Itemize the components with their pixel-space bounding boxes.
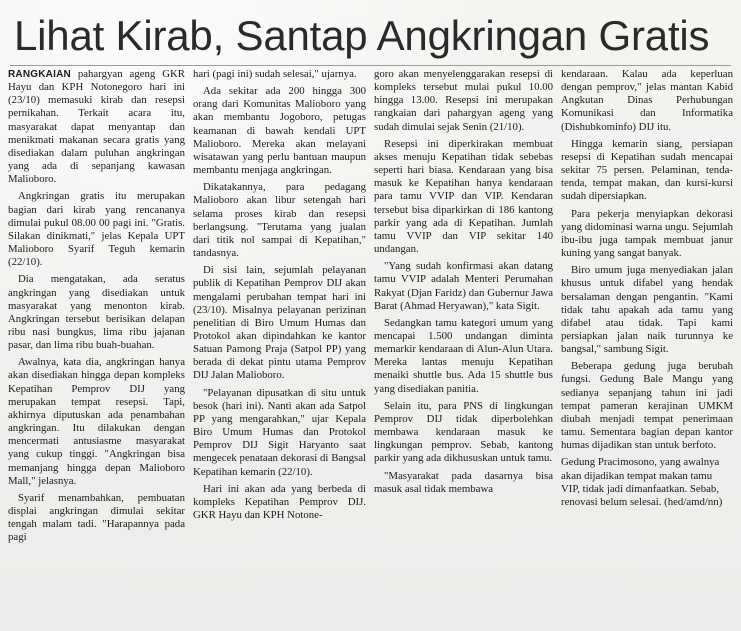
headline-divider — [10, 65, 731, 66]
article-paragraph: Sedangkan tamu kategori umum yang mencapai 1.500 undangan diminta memarkir kendaraan di Alun-Alun Utara. Mereka lantas menuju Kepatihan menaiki shuttle bus. Ada 15 shuttle bus yang disediakan panitia. — [374, 316, 553, 395]
article-paragraph: Beberapa gedung juga berubah fungsi. Gedung Bale Mangu yang sedianya sepanjang tahun ini jadi tempat pameran kerajinan UMKM diubah menjadi tempat penerimaan tamu. Sementara bagian depan kantor humas dijadikan stan untuk berfoto. — [561, 360, 733, 452]
article-column-3 — [374, 68, 553, 624]
article-paragraph: Angkringan gratis itu merupakan bagian dari kirab yang rencananya dimulai pukul 08.00 00 pagi ini. "Gratis. Silakan dinikmati," jelas Kepala UPT Malioboro Syarif Teguh kemarin (22/10). — [8, 190, 185, 269]
article-headline: Lihat Kirab, Santap Angkringan Gratis — [14, 12, 710, 59]
article-paragraph: Ada sekitar ada 200 hingga 300 orang dari Komunitas Malioboro yang akan membantu Jogoboro, petugas keamanan di bawah kendali UPT Malioboro. Mereka akan melayani wisatawan yang perlu bantuan maupun membantu menjaga angkringan. — [193, 85, 366, 177]
article-column-2 — [193, 68, 366, 624]
article-paragraph: kendaraan. Kalau ada keperluan dengan pemprov," jelas mantan Kabid Angkutan Dinas Perhubungan Komunikasi dan Informatika (Dishubkominfo) DIJ itu. — [561, 68, 733, 133]
article-paragraph: goro akan menyelenggarakan resepsi di kompleks tersebut mulai pukul 10.00 hingga 13.00. Resepsi ini merupakan rangkaian dari pahargyan ageng yang sudah dimulai sejak Senin (21/10). — [374, 68, 553, 133]
article-paragraph: Biro umum juga menyediakan jalan khusus untuk difabel yang hendak bersalaman dengan pengantin. "Kami tidak tahu apakah ada tamu yang difabel atau tidak. Tapi kami persiapkan jalan naik turunnya ke bangsal," sambung Sigit. — [561, 264, 733, 356]
article-paragraph: Hingga kemarin siang, persiapan resepsi di Kepatihan sudah mencapai sekitar 75 persen. Pelaminan, tenda-tenda, tempat makan, dan kursi-kursi sudah dipersiapkan. — [561, 137, 733, 203]
article-paragraph: "Pelayanan dipusatkan di situ untuk besok (hari ini). Nanti akan ada Satpol PP yang mengarahkan," ujar Kepala Biro Umum Humas dan Protokol Pemprov DIJ Sigit Haryanto saat mengecek penataan dekorasi di Bangsal Kepatihan kemarin (22/10). — [193, 386, 366, 478]
article-paragraph: Para pekerja menyiapkan dekorasi yang didominasi warna ungu. Sejumlah ibu-ibu juga tampak membuat janur kuning yang sangat banyak. — [561, 207, 733, 260]
article-paragraph: hari (pagi ini) sudah selesai," ujarnya. — [193, 68, 357, 80]
article-paragraph: Dia mengatakan, ada seratus angkringan yang disediakan untuk masyarakat yang menonton kirab. Angkringan tersebut berisikan delapan ribu nasi bungkus, lima ribu jajanan pasar, dan lima ribu buah-buahan. — [8, 273, 185, 352]
article-lead-word: RANGKAIAN — [8, 69, 71, 80]
article-columns — [8, 68, 733, 624]
article-paragraph: Resepsi ini diperkirakan membuat akses menuju Kepatihan tidak sebebas seperti hari biasa. Kendaraan yang bisa masuk ke Kepatihan hanya kendaraan para tamu VVIP dan VIP. Kendaran tersebut bisa diparkirkan di 186 kantong parkir yang ada di Kepatihan. Jumlah tamu VVIP dan VIP sekitar 140 undangan. — [374, 137, 553, 256]
article-paragraph: Hari ini akan ada yang berbeda di kompleks Kepatihan Pemprov DIJ. GKR Hayu dan KPH Notone- — [193, 482, 366, 521]
article-paragraph: Selain itu, para PNS di lingkungan Pemprov DIJ tidak diperbolehkan membawa kendaraan masuk ke lingkungan pemprov. Sebab, kantong parkir yang ada dikhususkan untuk tamu. — [374, 399, 553, 465]
paragraph-text: pahargyan ageng GKR Hayu dan KPH Notonegoro hari ini (23/10) memasuki kirab dan resepsi pernikahan. Terkait acara itu, masyarakat dapat menyantap dan menikmati makanan secara gratis yang disediakan dalam puluhan angkringan yang ada di sepanjang kawasan Malioboro. — [8, 68, 185, 186]
article-column-4 — [561, 68, 733, 624]
article-paragraph: Syarif menambahkan, pembuatan displai angkringan dimulai sekitar tengah malam tadi. "Harapannya pada pagi — [8, 491, 185, 544]
article-paragraph: Gedung Pracimosono, yang awalnya akan dijadikan tempat makan tamu VIP, tidak jadi dimanfaatkan. Sebab, renovasi belum selesai. (hed/amd/nn) — [561, 456, 723, 508]
article-paragraph: "Yang sudah konfirmasi akan datang tamu VVIP adalah Menteri Perumahan Rakyat (Djan Faridz) dan Gubernur Jawa Barat (Ahmad Heryawan)," kata Sigit. — [374, 260, 553, 312]
article-paragraph: Awalnya, kata dia, angkringan hanya akan disediakan hingga depan kompleks Kepatihan Pemprov DIJ yang merupakan tempat resepsi. Tapi, akhirnya diputuskan ada penambahan angkringan. Itu dilakukan dengan mencermati antusiasme masyarakat yang cukup tinggi. "Angkringan bisa memanjang hingga depan Malioboro Mall," jelasnya. — [8, 356, 185, 487]
article-column-1 — [8, 68, 185, 624]
article-paragraph: Dikatakannya, para pedagang Malioboro akan libur setengah hari selama proses kirab dan resepsi berlangsung. "Terutama yang jualan dari titik nol sampai di Kepatihan," tandasnya. — [193, 181, 366, 260]
article-paragraph — [8, 68, 185, 186]
article-paragraph: "Masyarakat pada dasarnya bisa masuk asal tidak membawa — [374, 469, 553, 495]
article-paragraph: Di sisi lain, sejumlah pelayanan publik di Kepatihan Pemprov DIJ akan mengalami perubahan tempat hari ini (23/10). Misalnya pelayanan perizinan penelitian di Biro Umum Humas dan Protokol akan dipindahkan ke kantor Satuan Pamong Praja (Satpol PP) yang berada di dekat pintu utama Pemprov DIJ Jalan Malioboro. — [193, 264, 366, 382]
